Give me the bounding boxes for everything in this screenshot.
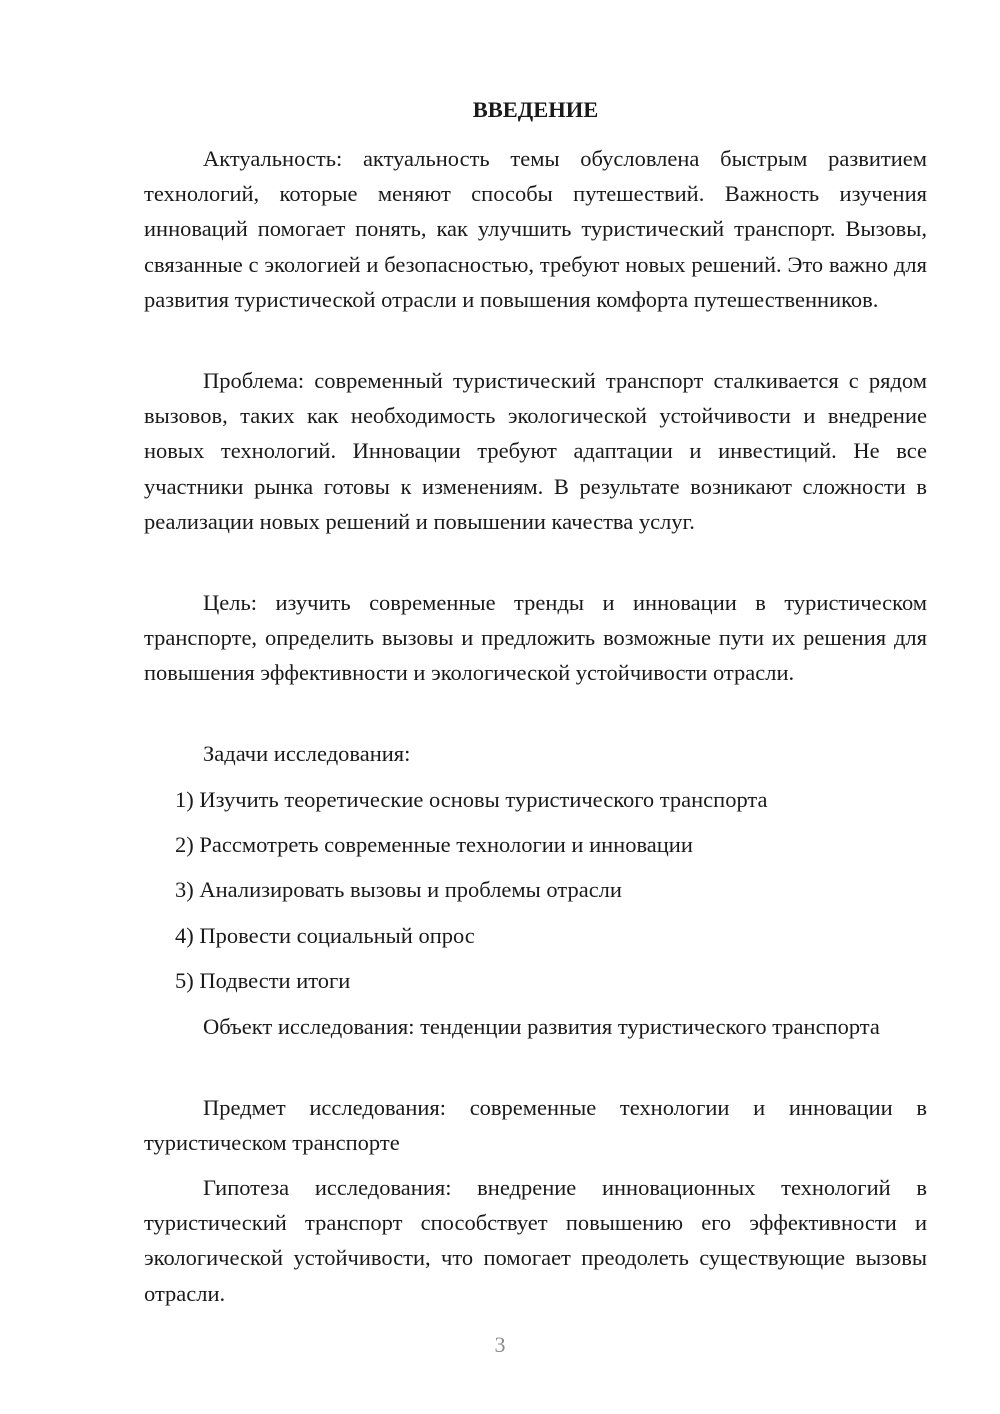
paragraph-object: Объект исследования: тенденции развития туристического транспорта — [203, 1014, 880, 1039]
page-number: 3 — [494, 1332, 506, 1357]
task-item: 2) Рассмотреть современные технологии и инновации — [175, 832, 693, 857]
task-item: 4) Провести социальный опрос — [175, 923, 475, 948]
task-item: 3) Анализировать вызовы и проблемы отрасли — [175, 877, 622, 902]
paragraph-subject: Предмет исследования: современные технологии и инновации в туристическом транспорте — [144, 1095, 927, 1156]
task-item: 1) Изучить теоретические основы туристического транспорта — [175, 787, 768, 812]
paragraph-problem: Проблема: современный туристический транспорт сталкивается с рядом вызовов, таких как необходимость экологической устойчивости и внедрение новых технологий. Инновации требуют адаптации и инвестиций. Не все участники рынка готовы к изменениям. В результате возникают сложности в реализации новых решений и повышении качества услуг. — [144, 368, 927, 534]
paragraph-goal: Цель: изучить современные тренды и инновации в туристическом транспорте, определить вызовы и предложить возможные пути их решения для повышения эффективности и экологической устойчивости отрасли. — [144, 590, 927, 686]
tasks-title: Задачи исследования: — [203, 741, 411, 766]
page-title: ВВЕДЕНИЕ — [472, 97, 599, 122]
paragraph-hypothesis: Гипотеза исследования: внедрение инновационных технологий в туристический транспорт способствует повышению его эффективности и экологической устойчивости, что помогает преодолеть существующие вызовы отрасли. — [144, 1175, 927, 1306]
paragraph-relevance: Актуальность: актуальность темы обусловлена быстрым развитием технологий, которые меняют способы путешествий. Важность изучения инноваций помогает понять, как улучшить туристический транспорт. Вызовы, связанные с экологией и безопасностью, требуют новых решений. Это важно для развития туристической отрасли и повышения комфорта путешественников. — [144, 146, 927, 312]
task-item: 5) Подвести итоги — [175, 968, 351, 993]
